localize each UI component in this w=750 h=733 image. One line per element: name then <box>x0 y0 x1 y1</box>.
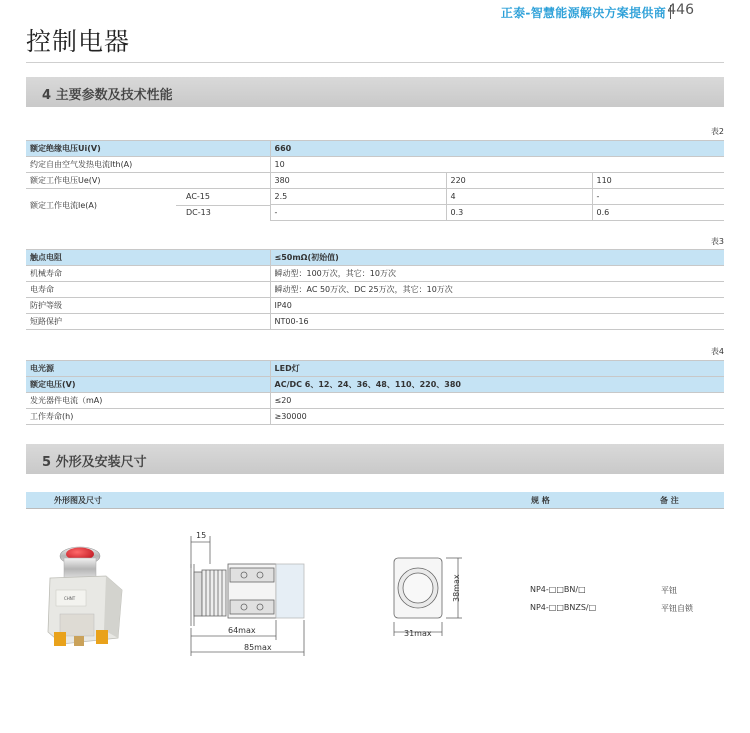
product-photo <box>44 540 134 650</box>
table2 <box>26 140 724 221</box>
table2-sub-label: DC-13 <box>186 208 211 217</box>
table4-label: 发光器件电流（mA) <box>26 393 270 409</box>
table2-value: 660 <box>270 141 724 157</box>
table4-value: LED灯 <box>270 361 724 377</box>
section-5-title: 5 外形及安装尺寸 <box>42 455 147 470</box>
table2-sub-divider <box>176 205 270 206</box>
table2-cell: 0.3 <box>446 205 592 221</box>
table2-cell: 380 <box>270 173 446 189</box>
table-row <box>26 393 724 409</box>
table-row <box>26 361 724 377</box>
table2-cell: 110 <box>592 173 724 189</box>
table2-label: 额定绝缘电压Ui(V) <box>26 141 270 157</box>
table3-label: 短路保护 <box>26 314 270 330</box>
table2-sub-label: AC-15 <box>186 192 210 201</box>
table2-cell: 4 <box>446 189 592 205</box>
table2-current-label-cell <box>26 189 270 221</box>
dimension-table-rule <box>26 508 724 509</box>
table4-label: 电光源 <box>26 361 270 377</box>
table2-cell: - <box>270 205 446 221</box>
model-name: NP4-□□BN/□ <box>530 585 586 594</box>
side-view-drawing <box>180 528 320 658</box>
brand-slogan: 正泰-智慧能源解决方案提供商 <box>500 6 666 20</box>
table4-caption: 表4 <box>710 347 724 356</box>
dimension-table-header <box>26 492 724 508</box>
table-row <box>26 266 724 282</box>
table3-label: 电寿命 <box>26 282 270 298</box>
table-row <box>26 298 724 314</box>
table2-cell: - <box>592 189 724 205</box>
table4-label: 工作寿命(h) <box>26 409 270 425</box>
table2-label: 额定工作电压Ue(V) <box>26 173 270 189</box>
col-outline-header: 外形图及尺寸 <box>54 496 102 505</box>
dim-label-64max: 64max <box>228 626 256 635</box>
table-row <box>26 157 724 173</box>
section-5-band <box>26 444 724 474</box>
table2-value: 10 <box>270 157 724 173</box>
table-row <box>26 409 724 425</box>
table3-label: 防护等级 <box>26 298 270 314</box>
table-row <box>26 282 724 298</box>
product-brand-mark: CHNT <box>64 596 76 601</box>
table3-value: 瞬动型：AC 50万次、DC 25万次，其它：10万次 <box>270 282 724 298</box>
table2-cell: 0.6 <box>592 205 724 221</box>
table4-value: AC/DC 6、12、24、36、48、110、220、380 <box>270 377 724 393</box>
title-divider <box>26 62 724 63</box>
table3-value: ≤50mΩ(初始值) <box>270 250 724 266</box>
table-row <box>26 250 724 266</box>
table3-label: 触点电阻 <box>26 250 270 266</box>
model-name: NP4-□□BNZS/□ <box>530 603 597 612</box>
table3-value: IP40 <box>270 298 724 314</box>
table4-label: 额定电压(V) <box>26 377 270 393</box>
table3-caption: 表3 <box>710 237 724 246</box>
col-spec-header: 规 格 <box>531 496 550 505</box>
table4 <box>26 360 724 425</box>
dim-label-85max: 85max <box>244 643 272 652</box>
table2-cell: 220 <box>446 173 592 189</box>
table-row <box>26 141 724 157</box>
page-title: 控制电器 <box>26 27 131 56</box>
col-note-header: 备 注 <box>660 496 679 505</box>
dim-label-31max: 31max <box>404 629 432 638</box>
model-note: 平钮自锁 <box>661 604 693 613</box>
table2-caption: 表2 <box>710 127 724 136</box>
page-number: 446 <box>667 2 694 18</box>
table-row <box>26 189 724 205</box>
table2-cell: 2.5 <box>270 189 446 205</box>
table2-label: 约定自由空气发热电流Ith(A) <box>26 157 270 173</box>
model-note: 平钮 <box>661 586 677 595</box>
table3-label: 机械寿命 <box>26 266 270 282</box>
section-4-title: 4 主要参数及技术性能 <box>42 88 173 103</box>
table4-value: ≤20 <box>270 393 724 409</box>
dim-label-15: 15 <box>196 531 207 540</box>
section-4-band <box>26 77 724 107</box>
dim-label-38max: 38max <box>452 574 461 602</box>
table3-value: 瞬动型：100万次，其它：10万次 <box>270 266 724 282</box>
table3-value: NT00-16 <box>270 314 724 330</box>
table4-value: ≥30000 <box>270 409 724 425</box>
table2-label: 额定工作电流Ie(A) <box>30 201 97 210</box>
table-row <box>26 377 724 393</box>
table-row <box>26 173 724 189</box>
table-row <box>26 314 724 330</box>
table3 <box>26 249 724 330</box>
